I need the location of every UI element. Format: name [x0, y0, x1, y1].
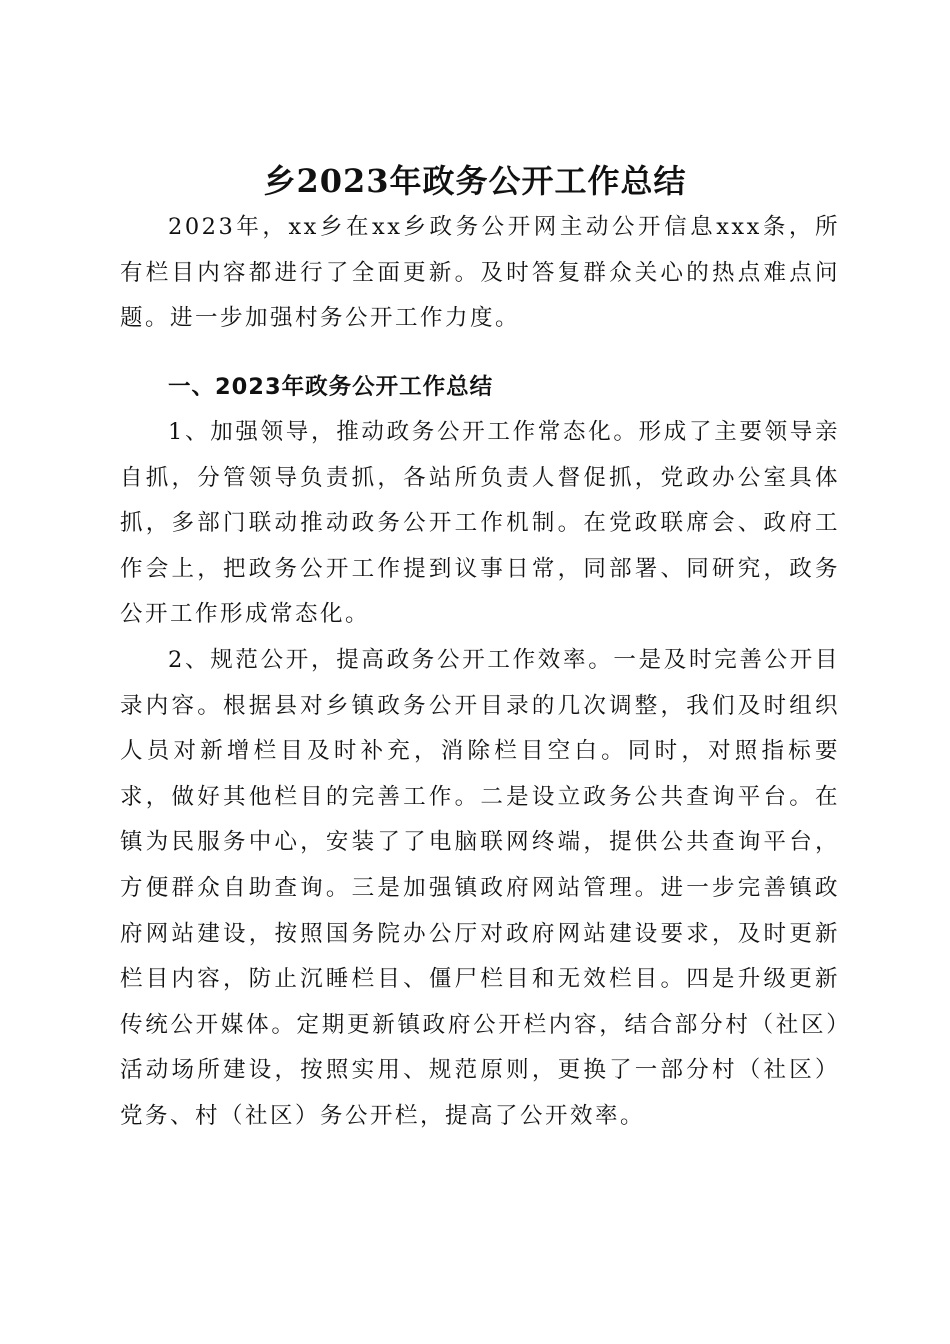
document-title: 乡2023年政务公开工作总结	[263, 162, 687, 201]
intro-paragraph: 2023年，xx乡在xx乡政务公开网主动公开信息xxx条，所有栏目内容都进行了全面更新。及时答复群众关心的热点难点问题。进一步加强村务公开工作力度。	[120, 214, 840, 332]
section-heading: 一、2023年政务公开工作总结	[168, 374, 494, 400]
item-2-paragraph: 2、规范公开，提高政务公开工作效率。一是及时完善公开目录内容。根据县对乡镇政务公开目录的几次调整，我们及时组织人员对新增栏目及时补充，消除栏目空白。同时，对照指标要求，做好其他栏目的完善工作。二是设立政务公共查询平台。在镇为民服务中心，安装了了电脑联网终端，提供公共查询平台，方便群众自助查询。三是加强镇政府网站管理。进一步完善镇政府网站建设，按照国务院办公厅对政府网站建设要求，及时更新栏目内容，防止沉睡栏目、僵尸栏目和无效栏目。四是升级更新传统公开媒体。定期更新镇政府公开栏内容，结合部分村（社区）活动场所建设，按照实用、规范原则，更换了一部分村（社区）党务、村（社区）务公开栏，提高了公开效率。	[120, 647, 840, 1129]
item-1-paragraph: 1、加强领导，推动政务公开工作常态化。形成了主要领导亲自抓，分管领导负责抓，各站所负责人督促抓，党政办公室具体抓，多部门联动推动政务公开工作机制。在党政联席会、政府工作会上，把政务公开工作提到议事日常，同部署、同研究，政务公开工作形成常态化。	[120, 419, 840, 628]
